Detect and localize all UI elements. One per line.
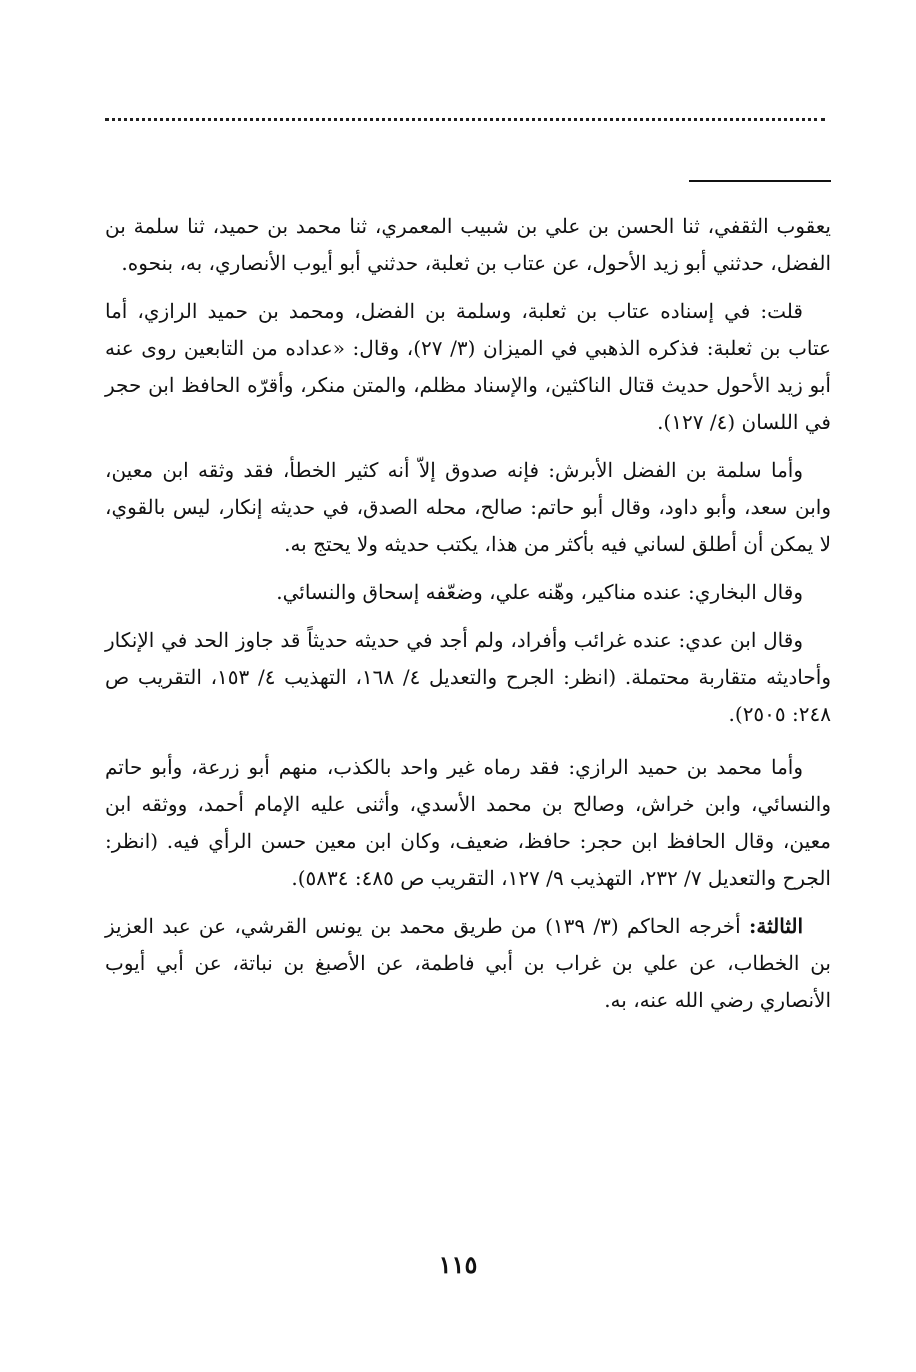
page-body (105, 208, 831, 1030)
paragraph-text: أخرجه الحاكم (٣/ ١٣٩) من طريق محمد بن يونس القرشي، عن عبد العزيز بن الخطاب، عن علي بن غراب بن أبي فاطمة، عن الأصبغ بن نباتة، عن أبي أيوب الأنصاري رضي الله عنه، به. (105, 914, 831, 1012)
footnote-rule (689, 180, 831, 182)
dotted-separator (105, 118, 825, 121)
paragraph: وقال ابن عدي: عنده غرائب وأفراد، ولم أجد في حديثه حديثاً قد جاوز الحد في الإنكار وأحاديثه متقاربة محتملة. (انظر: الجرح والتعديل ٤/ ١٦٨، التهذيب ٤/ ١٥٣، التقريب ص ٢٤٨: ٢٥٠٥). (105, 628, 831, 726)
paragraph-third-narration (105, 908, 831, 1019)
paragraph: وقال البخاري: عنده مناكير، وهّنه علي، وضعّفه إسحاق والنسائي. (276, 580, 803, 604)
page-number: ١١٥ (438, 1250, 478, 1279)
section-lead-label: الثالثة: (748, 914, 803, 938)
paragraph: يعقوب الثقفي، ثنا الحسن بن علي بن شبيب المعمري، ثنا محمد بن حميد، ثنا سلمة بن الفضل، حدثني أبو زيد الأحول، عن عتاب بن ثعلبة، حدثني أبو أيوب الأنصاري، به، بنحوه. (105, 214, 832, 275)
paragraph: وأما محمد بن حميد الرازي: فقد رماه غير واحد بالكذب، منهم أبو زرعة، وأبو حاتم والنسائي، وابن خراش، وصالح بن محمد الأسدي، وأثنى عليه الإمام أحمد، ووثقه ابن معين، وقال الحافظ ابن حجر: حافظ، ضعيف، وكان ابن معين حسن الرأي فيه. (انظر: الجرح والتعديل ٧/ ٢٣٢، التهذيب ٩/ ١٢٧، التقريب ص ٤٨٥: ٥٨٣٤). (105, 755, 831, 890)
paragraph: وأما سلمة بن الفضل الأبرش: فإنه صدوق إلاّ أنه كثير الخطأ، فقد وثقه ابن معين، وابن سعد، وأبو داود، وقال أبو حاتم: صالح، محله الصدق، في حديثه إنكار، ليس بالقوي، لا يمكن أن أطلق لساني فيه بأكثر من هذا، يكتب حديثه ولا يحتج به. (105, 458, 831, 556)
paragraph: قلت: في إسناده عتاب بن ثعلبة، وسلمة بن الفضل، ومحمد بن حميد الرازي، أما عتاب بن ثعلبة: فذكره الذهبي في الميزان (٣/ ٢٧)، وقال: «عداده من التابعين روى عنه أبو زيد الأحول حديث قتال الناكثين، والإسناد مظلم، والمتن منكر، وأقرّه الحافظ ابن حجر في اللسان (٤/ ١٢٧). (105, 299, 831, 434)
